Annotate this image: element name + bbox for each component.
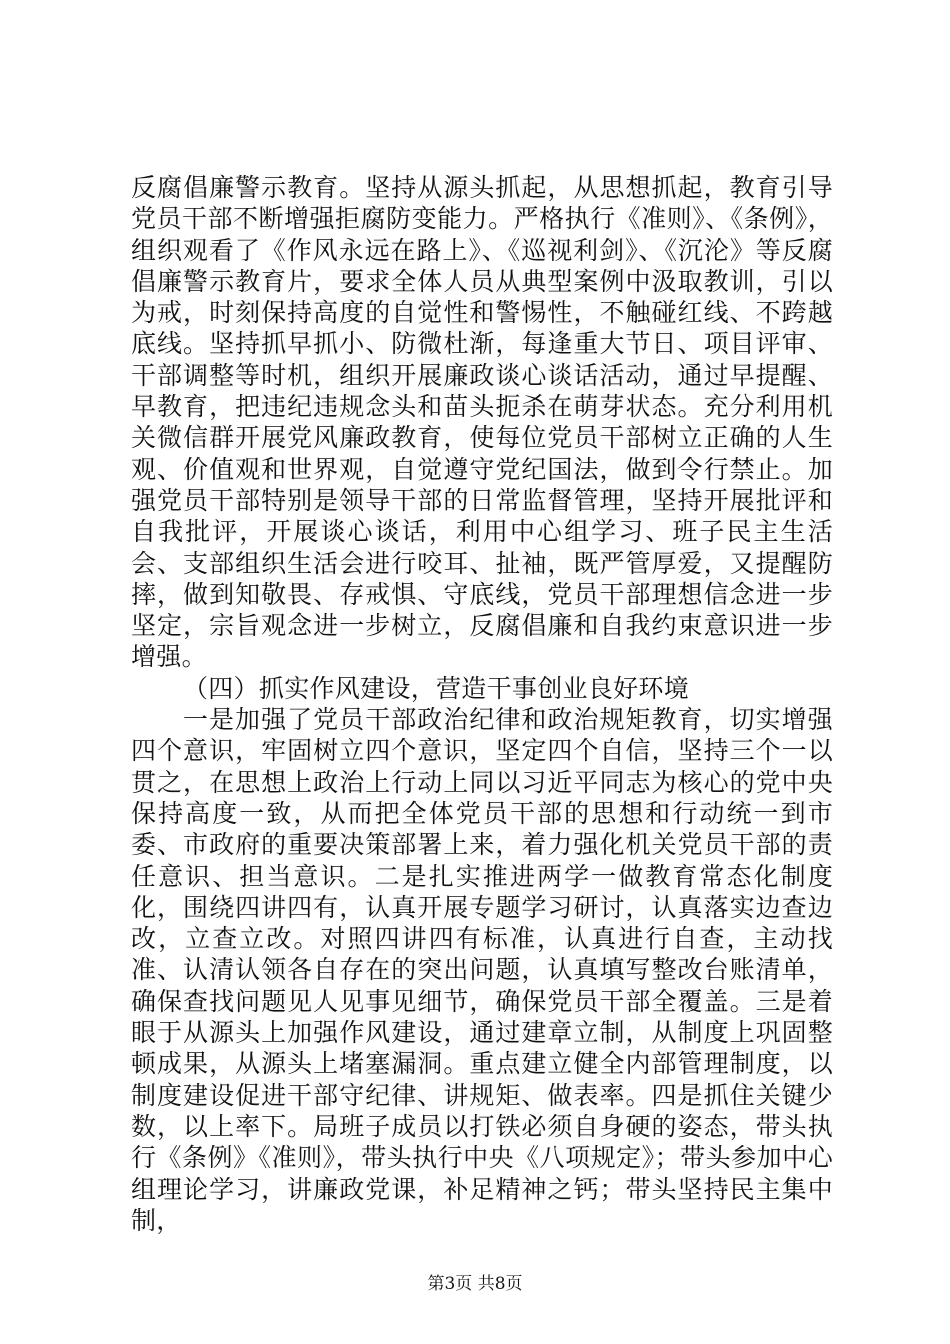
section-heading-four: （四）抓实作风建设，营造干事创业良好环境 <box>183 673 690 703</box>
body-paragraph-anti-corruption: 反腐倡廉警示教育。坚持从源头抓起，从思想抓起，教育引导党员干部不断增强拒腐防变能力。严格执行《准则》、《条例》，组织观看了《作风永远在路上》、《巡视利剑》、《沉沦》等反腐倡廉警示教育片，要求全体人员从典型案例中汲取教训，引以为戒，时刻保持高度的自觉性和警惕性，不触碰红线、不跨越底线。坚持抓早抓小、防微杜渐，每逢重大节日、项目评审、干部调整等时机，组织开展廉政谈心谈话活动，通过早提醒、早教育，把违纪违规念头和苗头扼杀在萌芽状态。充分利用机关微信群开展党风廉政教育，使每位党员干部树立正确的人生观、价值观和世界观，自觉遵守党纪国法，做到令行禁止。加强党员干部特别是领导干部的日常监督管理，坚持开展批评和自我批评，开展谈心谈话，利用中心组学习、班子民主生活会、支部组织生活会进行咬耳、扯袖，既严管厚爱，又提醒防摔，做到知敬畏、存戒惧、守底线，党员干部理想信念进一步坚定，宗旨观念进一步树立，反腐倡廉和自我约束意识进一步增强。 <box>131 173 833 672</box>
body-paragraph-work-style: 一是加强了党员干部政治纪律和政治规矩教育，切实增强四个意识，牢固树立四个意识，坚定四个自信，坚持三个一以贯之，在思想上政治上行动上同以习近平同志为核心的党中央保持高度一致，从而把全体党员干部的思想和行动统一到市委、市政府的重要决策部署上来，着力强化机关党员干部的责任意识、担当意识。二是扎实推进两学一做教育常态化制度化，围绕四讲四有，认真开展专题学习研讨，认真落实边查边改，立查立改。对照四讲四有标准，认真进行自查，主动找准、认清认领各自存在的突出问题，认真填写整改台账清单，确保查找问题见人见事见细节，确保党员干部全覆盖。三是着眼于从源头上加强作风建设，通过建章立制，从制度上巩固整顿成果，从源头上堵塞漏洞。重点建立健全内部管理制度，以制度建设促进干部守纪律、讲规矩、做表率。四是抓住关键少数，以上率下。局班子成员以打铁必须自身硬的姿态，带头执行《条例》《准则》，带头执行中央《八项规定》；带头参加中心组理论学习，讲廉政党课，补足精神之钙；带头坚持民主集中制， <box>131 705 833 1235</box>
page-footer: 第3页 共8页 <box>427 1274 523 1294</box>
document-body <box>131 172 833 1236</box>
